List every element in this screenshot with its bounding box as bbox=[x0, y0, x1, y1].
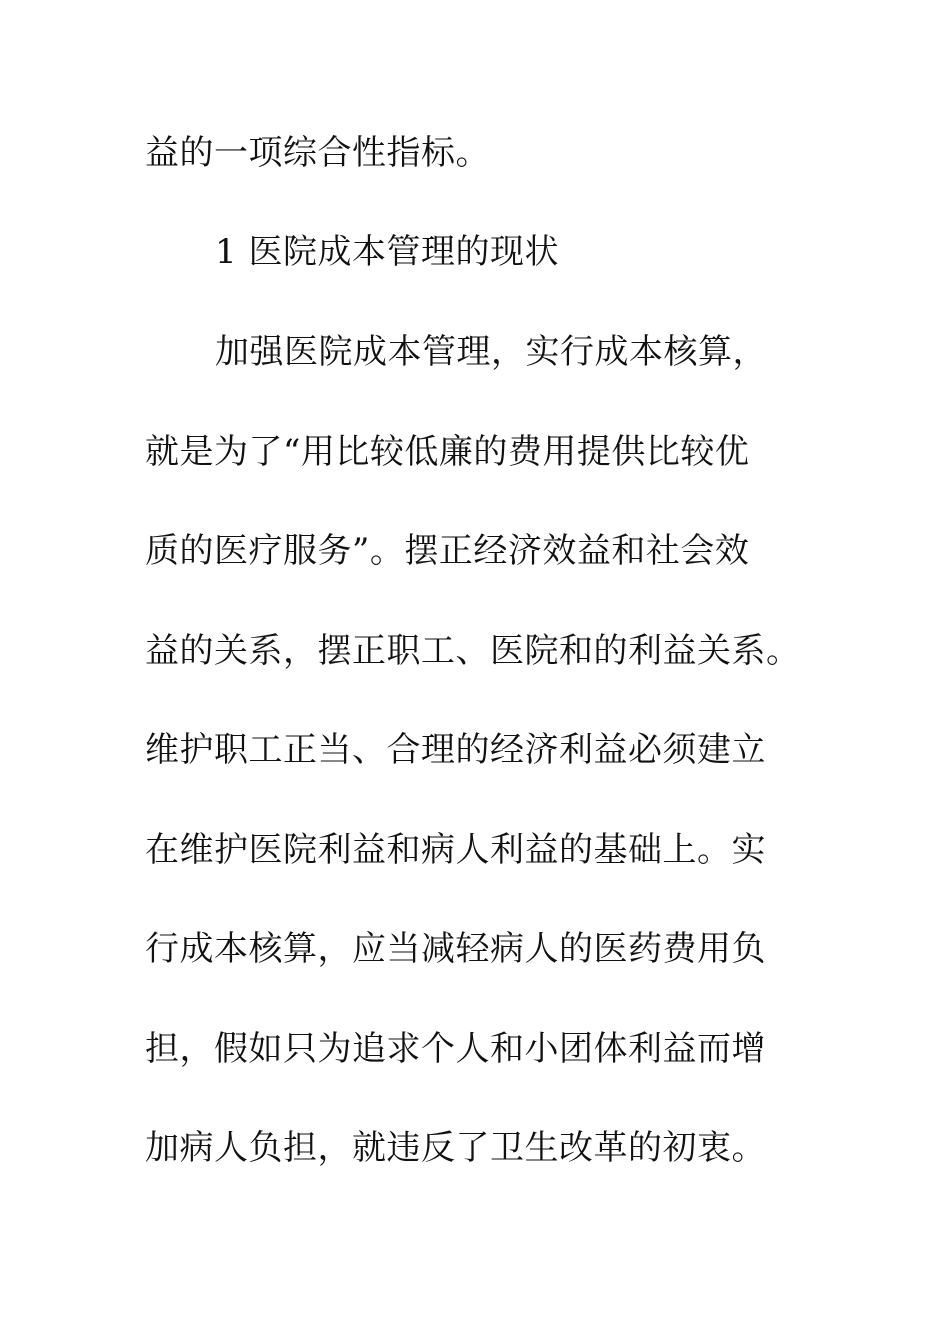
paragraph-first-line: 加强医院成本管理，实行成本核算， bbox=[215, 332, 767, 372]
paragraph-line: 行成本核算，应当减轻病人的医药费用负 bbox=[145, 929, 766, 969]
section-heading: 1 医院成本管理的现状 bbox=[215, 232, 559, 272]
paragraph-line: 质的医疗服务”。摆正经济效益和社会效 bbox=[145, 531, 750, 571]
paragraph-line: 就是为了“用比较低廉的费用提供比较优 bbox=[145, 432, 750, 472]
paragraph-line: 维护职工正当、合理的经济利益必须建立 bbox=[145, 730, 766, 770]
paragraph-continuation-line: 益的一项综合性指标。 bbox=[145, 133, 490, 173]
paragraph-line: 益的关系，摆正职工、医院和的利益关系。 bbox=[145, 631, 801, 671]
paragraph-line: 在维护医院利益和病人利益的基础上。实 bbox=[145, 830, 766, 870]
paragraph-line: 担，假如只为追求个人和小团体利益而增 bbox=[145, 1029, 766, 1069]
paragraph-last-line: 加病人负担，就违反了卫生改革的初衷。 bbox=[145, 1128, 766, 1168]
